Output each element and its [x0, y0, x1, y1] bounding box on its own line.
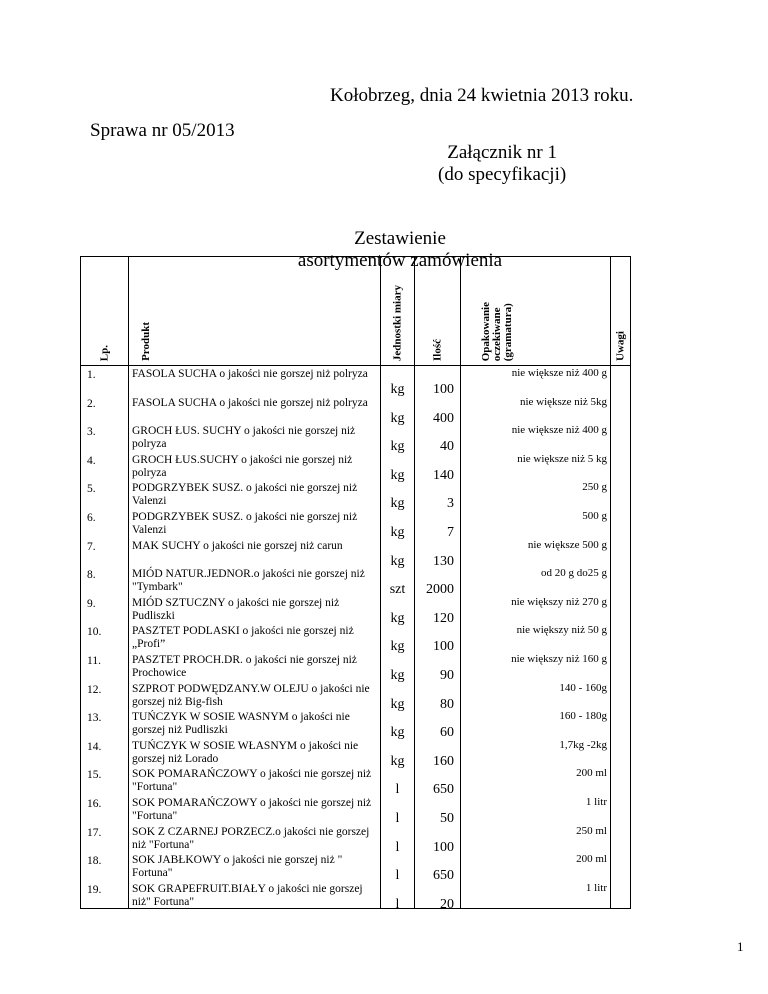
case-number: Sprawa nr 05/2013 [90, 120, 235, 141]
row-product: MIÓD NATUR.JEDNOR.o jakości nie gorszej niż "Tymbark" [132, 568, 365, 594]
row-product: PODGRZYBEK SUSZ. o jakości nie gorszej niż Valenzi [132, 482, 358, 508]
row-unit: l [395, 896, 400, 912]
row-lp: 4. [87, 454, 96, 467]
row-lp: 19. [87, 883, 102, 896]
attachment-line: Załącznik nr 1 [447, 142, 557, 163]
pack-column [461, 366, 610, 908]
col-header-qty [415, 257, 461, 366]
qty-column [415, 366, 460, 912]
table-header-row [81, 257, 631, 366]
row-unit: kg [390, 496, 405, 512]
title-line: Zestawienie [354, 228, 446, 249]
row-unit: kg [390, 725, 405, 741]
col-header-product [129, 257, 381, 366]
row-lp: 17. [87, 826, 102, 839]
row-unit: szt [389, 582, 406, 598]
row-qty: 650 [433, 782, 454, 798]
row-unit: kg [390, 439, 405, 455]
row-lp: 2. [87, 397, 96, 410]
row-unit: l [395, 782, 400, 798]
row-unit: kg [390, 553, 405, 569]
row-lp: 8. [87, 569, 96, 582]
row-unit: kg [390, 610, 405, 626]
pack-header-line: Opakowanie [480, 301, 492, 361]
row-qty: 140 [433, 467, 454, 483]
row-pack: nie większe niż 5 kg [517, 452, 607, 465]
col-header-product-label: Produkt [140, 322, 152, 361]
row-lp: 11. [87, 655, 101, 667]
row-unit: l [395, 868, 400, 884]
row-product: PODGRZYBEK SUSZ. o jakości nie gorszej niż Valenzi [132, 511, 358, 536]
row-qty: 50 [440, 811, 454, 826]
product-column [129, 366, 380, 908]
row-product: SOK GRAPEFRUIT.BIAŁY o jakości nie gorszej niż" Fortuna" [132, 882, 363, 908]
row-product: SOK Z CZARNEJ PORZECZ.o jakości nie gorszej niż "Fortuna" [132, 825, 370, 851]
row-product: SOK POMARAŃCZOWY o jakości nie gorszej niż "Fortuna" [132, 797, 372, 822]
row-qty: 100 [433, 382, 454, 397]
row-lp: 18. [87, 855, 102, 868]
document-date: Kołobrzeg, dnia 24 kwietnia 2013 roku. [330, 85, 634, 106]
row-pack: 500 g [582, 510, 607, 522]
row-qty: 20 [440, 896, 454, 912]
row-qty: 100 [433, 839, 454, 855]
row-pack: od 20 g do25 g [541, 567, 607, 580]
row-unit: kg [390, 467, 405, 483]
row-product: TUŃCZYK W SOSIE WŁASNYM o jakości nie gorszej niż Lorado [132, 739, 359, 765]
row-pack: nie większy niż 160 g [511, 653, 607, 665]
row-qty: 7 [447, 525, 454, 540]
notes-column [611, 366, 630, 908]
table-body-row [81, 366, 631, 909]
row-qty: 160 [433, 753, 454, 769]
row-pack: 140 - 160g [559, 681, 607, 694]
row-lp: 13. [87, 712, 102, 725]
row-product: SOK JABŁKOWY o jakości nie gorszej niż " Fortuna" [132, 854, 343, 880]
row-unit: kg [390, 668, 405, 683]
row-product: PASZTET PODLASKI o jakości nie gorszej niż „Profi” [132, 625, 354, 651]
row-unit: kg [390, 639, 405, 655]
assortment-table [80, 256, 631, 912]
title-subline: asortymentów zamówienia [297, 250, 503, 271]
row-unit: kg [390, 382, 405, 397]
row-pack: 200 ml [576, 767, 607, 780]
row-qty: 120 [433, 610, 454, 626]
row-lp: 7. [87, 540, 96, 553]
row-pack: nie większy niż 50 g [516, 624, 607, 637]
row-product: GROCH ŁUS.SUCHY o jakości nie gorszej niż polryza [132, 453, 353, 479]
row-unit: kg [390, 525, 405, 540]
col-header-unit [381, 257, 415, 366]
row-product: MAK SUCHY o jakości nie gorszej niż carun [132, 539, 343, 552]
row-pack: nie większe 500 g [527, 538, 607, 551]
row-qty: 60 [440, 725, 454, 741]
row-lp: 10. [87, 626, 102, 639]
attachment-label [438, 142, 566, 186]
row-lp: 16. [87, 798, 102, 810]
row-pack: nie większe niż 400 g [511, 367, 607, 379]
row-pack: 1 litr [585, 881, 607, 894]
col-header-notes-label: Uwagi [614, 331, 626, 361]
row-unit: l [395, 811, 400, 826]
row-qty: 100 [433, 639, 454, 655]
row-product: FASOLA SUCHA o jakości nie gorszej niż polryza [132, 368, 368, 380]
row-product: MIÓD SZTUCZNY o jakości nie gorszej niż Pudliszki [132, 596, 340, 622]
row-lp: 12. [87, 683, 102, 696]
row-product: SOK POMARAŃCZOWY o jakości nie gorszej niż "Fortuna" [132, 768, 372, 794]
col-header-pack [461, 257, 611, 366]
row-pack: 1,7kg -2kg [559, 738, 607, 751]
col-header-lp [81, 257, 129, 366]
col-header-pack-label [481, 302, 514, 361]
col-header-qty-label: Ilość [431, 339, 443, 361]
unit-column [381, 366, 414, 912]
row-product: TUŃCZYK W SOSIE WASNYM o jakości nie gorszej niż Pudliszki [132, 711, 350, 737]
pack-header-line: oczekiwane [491, 307, 503, 361]
row-pack: 160 - 180g [559, 710, 607, 723]
row-pack: nie większy niż 270 g [511, 595, 607, 608]
row-product: GROCH ŁUS. SUCHY o jakości nie gorszej niż polryza [132, 425, 356, 451]
row-lp: 5. [87, 483, 96, 496]
lp-column [81, 366, 128, 908]
attachment-subline: (do specyfikacji) [438, 164, 567, 185]
row-pack: 1 litr [585, 796, 607, 808]
row-unit: kg [390, 696, 405, 712]
page-number: 1 [737, 939, 744, 954]
row-lp: 14. [87, 740, 102, 753]
row-qty: 3 [447, 496, 454, 512]
row-unit: kg [390, 753, 405, 769]
row-qty: 80 [440, 696, 454, 712]
row-lp: 1. [87, 369, 96, 381]
row-lp: 6. [87, 512, 96, 524]
row-pack: 250 ml [576, 824, 607, 837]
row-qty: 2000 [426, 582, 454, 598]
row-unit: kg [390, 410, 405, 426]
row-qty: 130 [433, 553, 454, 569]
row-product: SZPROT PODWĘDZANY.W OLEJU o jakości nie gorszej niż Big-fish [132, 682, 370, 708]
row-lp: 3. [87, 426, 96, 439]
col-header-unit-label: Jednostki miary [391, 284, 403, 361]
row-pack: 250 g [582, 481, 607, 494]
row-product: PASZTET PROCH.DR. o jakości nie gorszej niż Prochowice [132, 654, 357, 679]
row-unit: l [395, 839, 400, 855]
row-qty: 40 [440, 439, 454, 455]
row-product: FASOLA SUCHA o jakości nie gorszej niż polryza [132, 396, 368, 409]
row-lp: 15. [87, 769, 102, 782]
row-qty: 90 [440, 668, 454, 683]
row-lp: 9. [87, 597, 96, 610]
row-pack: 200 ml [576, 853, 607, 866]
row-qty: 650 [433, 868, 454, 884]
row-pack: nie większe niż 5kg [519, 395, 607, 408]
col-header-lp-label: Lp. [98, 344, 110, 361]
col-header-notes [611, 257, 631, 366]
row-pack: nie większe niż 400 g [511, 424, 607, 437]
row-qty: 400 [433, 410, 454, 426]
pack-header-line: (gramatura) [502, 302, 514, 361]
